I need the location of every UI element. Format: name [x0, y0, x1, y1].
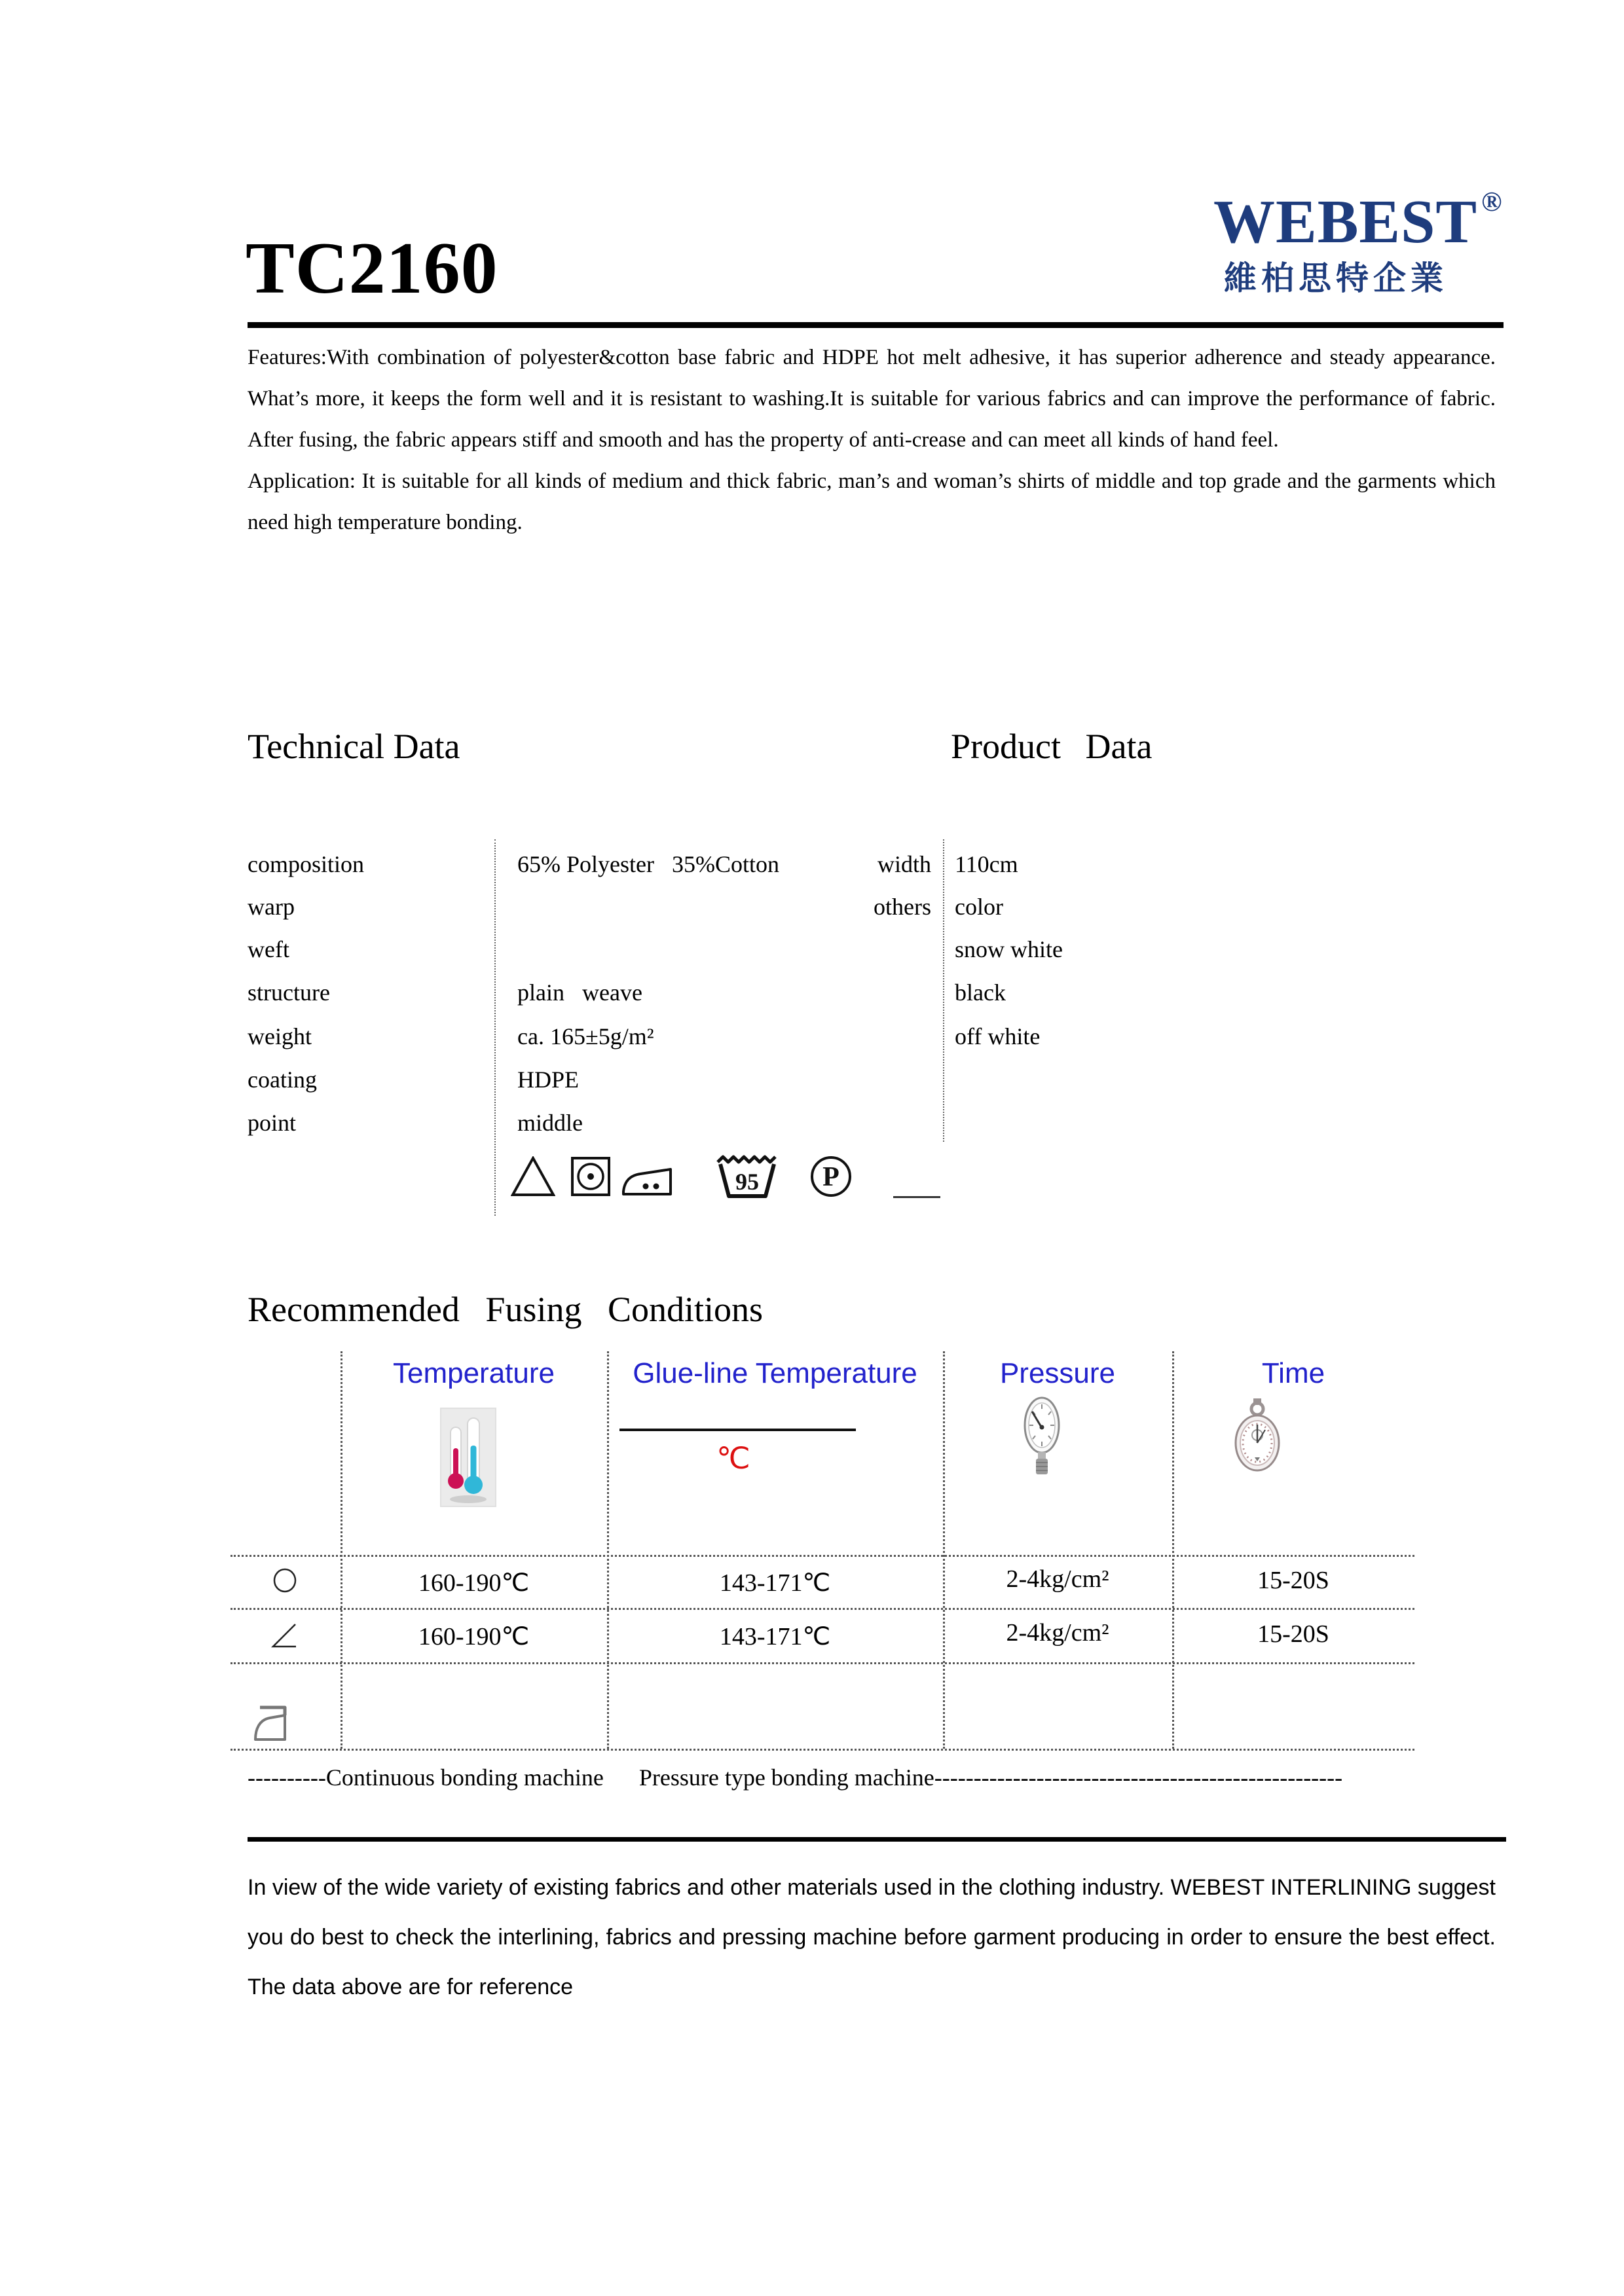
pressure-gauge-icon [1023, 1396, 1061, 1478]
technical-table-divider-1 [494, 839, 496, 1216]
technical-label: point [248, 1110, 297, 1136]
technical-value: 65% Polyester 35%Cotton [517, 851, 779, 877]
fusing-row-symbol-angle [267, 1620, 299, 1651]
width-value: 110cm [955, 851, 1018, 877]
page-title: TC2160 [246, 228, 498, 309]
pressure-value: 2-4kg/cm² [1006, 1565, 1109, 1593]
technical-value: middle [517, 1110, 583, 1136]
technical-data-heading: Technical Data [248, 727, 460, 766]
blank-line [893, 1196, 940, 1198]
fusing-grid-line [231, 1749, 1414, 1751]
technical-label: weight [248, 1023, 312, 1049]
fusing-grid-line [943, 1351, 945, 1749]
disclaimer-block [248, 1863, 1496, 2012]
registered-trademark-icon: ® [1481, 187, 1503, 217]
technical-label: composition [248, 851, 364, 877]
color-option: black [955, 979, 1006, 1006]
color-label: color [955, 894, 1003, 920]
temperature-value: 160-190℃ [418, 1569, 530, 1597]
width-label: width [877, 851, 931, 877]
disclaimer-paragraph: In view of the wide variety of existing fabrics and other materials used in the clothing industry. WEBEST INTERLINING suggest you do best to check the interlining, fabrics and pressing machine before garment producing in order to ensure the best effect. The data above are for reference [248, 1875, 1496, 1999]
bonding-machines-note: ----------Continuous bonding machine Pressure type bonding machine---------------------------------------------------- [248, 1764, 1343, 1791]
wash-temperature: 95 [735, 1169, 759, 1195]
glue-line-value: 143-171℃ [719, 1569, 831, 1597]
column-header-glue-line: Glue-line Temperature [633, 1357, 917, 1389]
others-label: others [874, 894, 931, 920]
technical-label: warp [248, 894, 295, 920]
tumble-dry-dot-icon [570, 1156, 611, 1197]
fusing-row-symbol-circle [272, 1567, 298, 1594]
header-divider [248, 322, 1504, 328]
technical-value: HDPE [517, 1066, 580, 1093]
intro-text [248, 337, 1496, 543]
wash-95-icon [714, 1151, 779, 1201]
fusing-grid-line [1172, 1351, 1174, 1749]
dry-clean-p-icon [809, 1155, 853, 1198]
fusing-row-symbol-iron [250, 1702, 292, 1744]
glue-line-value: 143-171℃ [719, 1623, 831, 1650]
application-paragraph: Application: It is suitable for all kinds of medium and thick fabric, man’s and woman’s shirts of middle and top grade and the garments which need high temperature bonding. [248, 469, 1496, 534]
product-data-heading: Product Data [951, 727, 1153, 766]
dry-clean-letter: P [822, 1162, 840, 1192]
pressure-value: 2-4kg/cm² [1006, 1619, 1109, 1647]
technical-label: structure [248, 979, 330, 1006]
brand-logo [1213, 187, 1503, 297]
brand-name-chinese: 維柏思特企業 [1224, 260, 1448, 297]
fusing-conditions-heading: Recommended Fusing Conditions [248, 1290, 763, 1329]
column-header-pressure: Pressure [999, 1357, 1116, 1389]
glue-line-unit: ℃ [716, 1442, 750, 1475]
iron-two-dots-icon [621, 1159, 673, 1197]
fusing-grid-line [231, 1662, 1414, 1664]
technical-table-divider-2 [943, 839, 944, 1142]
thermometer-icon [440, 1408, 496, 1507]
technical-label: coating [248, 1066, 317, 1093]
footer-divider [248, 1837, 1506, 1842]
fusing-grid-line [231, 1608, 1414, 1610]
stopwatch-icon [1230, 1397, 1285, 1473]
fusing-grid-line [231, 1555, 1414, 1557]
time-value: 15-20S [1257, 1620, 1329, 1648]
technical-label: weft [248, 936, 289, 962]
technical-value: plain weave [517, 979, 642, 1006]
glue-line-rule [619, 1429, 856, 1431]
brand-logo-wordmark [1213, 187, 1503, 256]
column-header-temperature: Temperature [392, 1357, 555, 1389]
technical-value: ca. 165±5g/m² [517, 1023, 654, 1049]
temperature-value: 160-190℃ [418, 1623, 530, 1650]
column-header-time: Time [1261, 1357, 1325, 1389]
bleach-triangle-icon [511, 1156, 555, 1197]
color-option: off white [955, 1023, 1041, 1049]
fusing-grid-line [607, 1351, 609, 1749]
time-value: 15-20S [1257, 1567, 1329, 1594]
features-paragraph: Features:With combination of polyester&cotton base fabric and HDPE hot melt adhesive, it has superior adherence and steady appearance. What’s more, it keeps the form well and it is resistant to washing.It is suitable for various fabrics and can improve the performance of fabric. After fusing, the fabric appears stiff and smooth and has the property of anti-crease and can meet all kinds of hand feel. [248, 346, 1496, 452]
brand-name: WEBEST [1213, 188, 1478, 256]
color-option: snow white [955, 936, 1063, 962]
fusing-grid-line [341, 1351, 342, 1749]
